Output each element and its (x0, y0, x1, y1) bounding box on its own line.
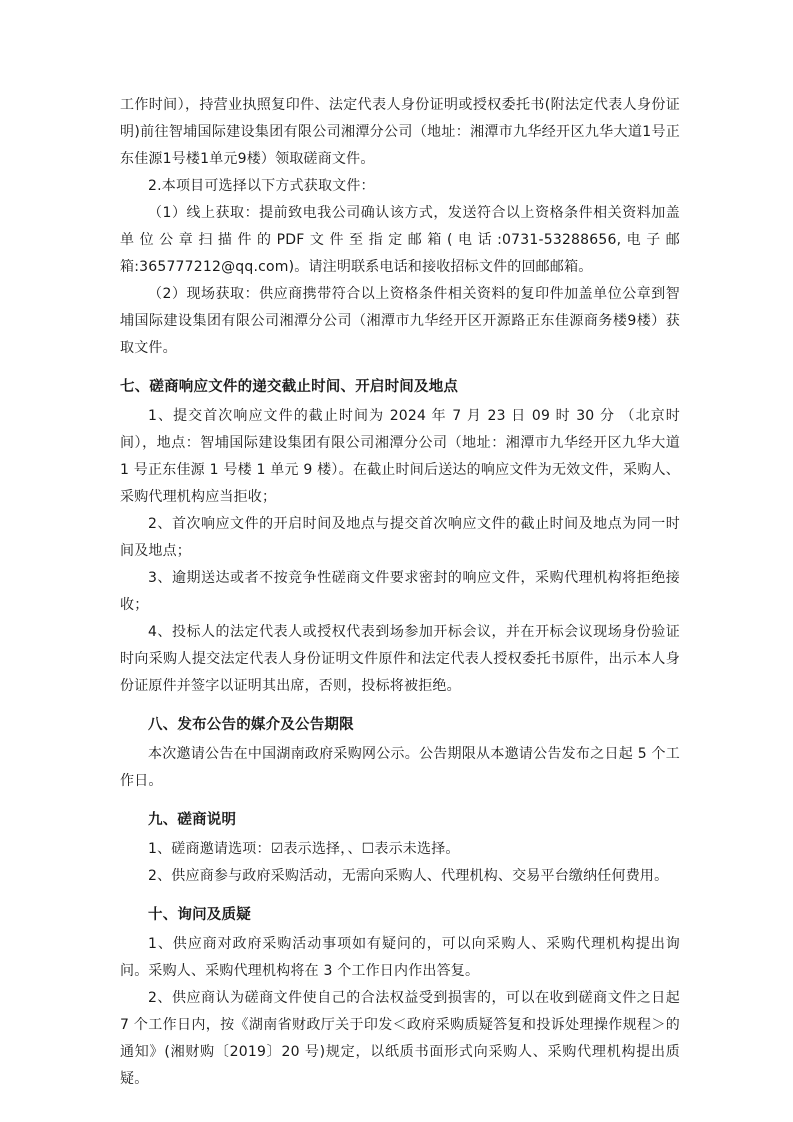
inquiry-item-2: 2、供应商认为磋商文件使自己的合法权益受到损害的，可以在收到磋商文件之日起 7 个工作日内，按《湖南省财政厅关于印发＜政府采购质疑答复和投诉处理操作规程＞的通知》(湘财购〔2019〕20 号)规定，以纸质书面形式向采购人、采购代理机构提出质疑。 (120, 990, 680, 1087)
negotiation-note-2: 2、供应商参与政府采购活动，无需向采购人、代理机构、交易平台缴纳任何费用。 (148, 868, 669, 884)
submission-item-3: 3、逾期送达或者不按竞争性磋商文件要求密封的响应文件，采购代理机构将拒绝接收； (120, 570, 680, 613)
section-heading-announcement: 八、发布公告的媒介及公告期限 (148, 717, 354, 733)
section-heading-negotiation-notes: 九、磋商说明 (148, 812, 237, 828)
announcement-body: 本次邀请公告在中国湖南政府采购网公示。公告期限从本邀请公告发布之日起 5 个工作日。 (120, 746, 680, 789)
submission-item-4: 4、投标人的法定代表人或授权代表到场参加开标会议，并在开标会议现场身份验证时向采购人提交法定代表人身份证明文件原件和法定代表人授权委托书原件，出示本人身份证原件并签字以证明其出席，否则，投标将被拒绝。 (120, 624, 680, 694)
paragraph-obtain-methods: 2.本项目可选择以下方式获取文件： (148, 178, 375, 194)
negotiation-note-1: 1、磋商邀请选项：☑表示选择，、☐表示未选择。 (148, 841, 460, 857)
section-heading-submission: 七、磋商响应文件的递交截止时间、开启时间及地点 (120, 379, 459, 395)
document-body (120, 92, 680, 1093)
inquiry-item-1: 1、供应商对政府采购活动事项如有疑问的，可以向采购人、采购代理机构提出询问。采购人、采购代理机构将在 3 个工作日内作出答复。 (120, 936, 680, 979)
paragraph-online-obtain: （1）线上获取：提前致电我公司确认该方式，发送符合以上资格条件相关资料加盖单位公章扫描件的PDF文件至指定邮箱(电话:0731-53288656,电子邮箱:365777212@qq.com)。请注明联系电话和接收招标文件的回邮邮箱。 (120, 205, 680, 275)
paragraph-onsite-obtain: （2）现场获取：供应商携带符合以上资格条件相关资料的复印件加盖单位公章到智埔国际建设集团有限公司湘潭分公司（湘潭市九华经开区开源路正东佳源商务楼9楼）获取文件。 (120, 286, 680, 356)
section-heading-inquiry: 十、询问及质疑 (148, 907, 251, 923)
submission-item-1: 1、提交首次响应文件的截止时间为 2024 年 7 月 23 日 09 时 30 分 （北京时间），地点：智埔国际建设集团有限公司湘潭分公司（地址：湘潭市九华经开区九华大道 1 号正东佳源 1 号楼 1 单元 9 楼）。在截止时间后送达的响应文件为无效文件，采购人、采购代理机构应当拒收； (120, 408, 680, 505)
submission-item-2: 2、首次响应文件的开启时间及地点与提交首次响应文件的截止时间及地点为同一时间及地点； (120, 516, 680, 559)
paragraph-obtain-docs-location: 工作时间），持营业执照复印件、法定代表人身份证明或授权委托书(附法定代表人身份证明)前往智埔国际建设集团有限公司湘潭分公司（地址：湘潭市九华经开区九华大道1号正东佳源1号楼1单元9楼）领取磋商文件。 (120, 97, 680, 167)
